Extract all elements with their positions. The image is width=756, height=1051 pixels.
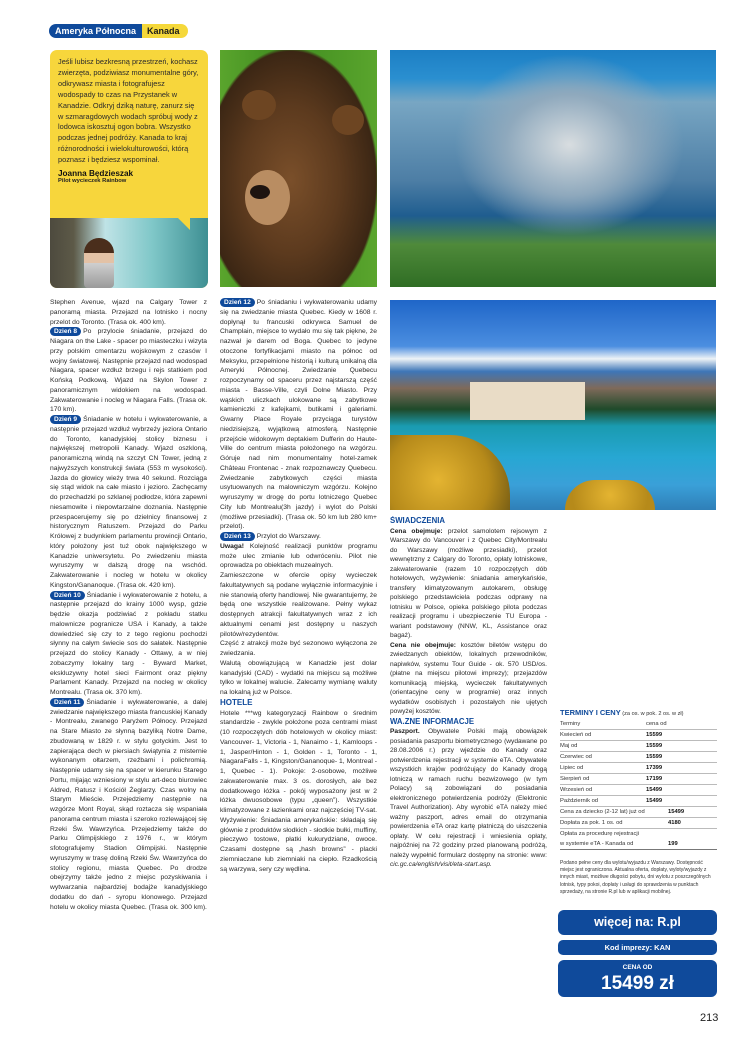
eta-link[interactable]: cic.gc.ca/english/visit/eta-start.asp. [390, 861, 492, 868]
price-value: 17399 [646, 765, 663, 771]
price-value: 15599 [646, 743, 663, 749]
price-term: Wrzesień od [560, 787, 593, 793]
quote-text: Jeśli lubisz bezkresną przestrzeń, kochasz zwierzęta, podziwiasz monumentalne góry, odkrywasz miasta i fotografujesz wodospady to czas na Przystanek w Kanadzie. Odkryj dziką naturę, zanurz się w szmaragdowych wodach spróbuj wody z lodowca iskosztuj ogon bobra. Wszystko podczas jednej podróży. Kanada to kraj różnorodności i wielokulturowości, którą poznasz i będziesz wspominał. [58, 57, 199, 165]
day-badge: Dzień 8 [50, 327, 81, 336]
services-column [390, 516, 547, 1038]
price-term: Sierpień od [560, 776, 590, 782]
day-entry [220, 532, 377, 542]
price-term: Październik od [560, 798, 599, 804]
price-value: 15599 [646, 732, 663, 738]
page-number: 213 [700, 1012, 719, 1024]
includes-text: przelot samolotem rejsowym z Warszawy do Vancouver i z Quebec City/Montrealu do Warszawy (możliwe przesiadki), przelot wewnętrzny z Calgary do Toronto, opłaty lotniskowe, zakwaterowanie (razem 10 rozpoczętych dób hotelowych, wyżywienie: śniadania amerykańskie, transfery klimatyzowanym autokarem, obsługę polskiego przedstawiciela podczas odprawy na lotnisku w Polsce, opieka polskiego pilota podczas realizacji programu i ubezpieczenie TU Europa - wariant podstawowy (NNW, KL, Assistance oraz bagaż). [390, 527, 547, 639]
price-badge-label: CENA OD [622, 964, 653, 971]
itinerary-column-1 [50, 298, 207, 1038]
price-badge [558, 960, 717, 997]
day-text: Śniadanie i wykwaterowanie, a dalej zwiedzanie największego miasta francuskiej Kanady - Montrealu, zwanego Paryżem Północy. Przejazd na Stare Miasto ze słynną bazyliką Notre Dame, zbudowaną w 1829 r. w stylu gotyckim. Jest to zapierająca dech w piersiach świątynia z misternie wykonanym ołtarzem, rzeźbami i polichromią. Następnie udamy się na spacer w kierunku Starego Portu, mijając wzniesiony w stylu art-deco biurowiec Aldred, Ratusz i Kościół Żeglarzy. Czas wolny na Starym Mieście. Przejedziemy następnie na wzgórze Mont Royal, skąd roztacza się wspaniała panorama centrum miasta i szeroko rozlewającej się Rzeki Św. Wawrzyńca. Przejedziemy także do Parku Olimpijskiego z 1976 r., w którym sfotografujemy Stadion Olimpijski. Następnie wyruszymy w trasę doliną Rzeki Św. Wawrzyńca do stolicy regionu, miasta Quebec. Po drodze obejrzymy także jedno z miejsc pozyskiwania i wytwarzania najbardziej bodajże kanadyjskiego dodatku do dań - syropu klonowego. Przejazd hotelu w okolicy miasta Quebec. (Trasa ok. 300 km). [50, 698, 207, 911]
price-row [560, 763, 717, 774]
day-entry [50, 415, 207, 591]
includes-label: Cena obejmuje: [390, 527, 443, 535]
price-includes [390, 527, 547, 641]
price-table-header [560, 719, 717, 730]
excludes-label: Cena nie obejmuje: [390, 641, 456, 649]
bear-nose [250, 185, 270, 199]
bear-photo [220, 50, 377, 287]
passport-label: Paszport. [390, 728, 420, 735]
day-badge: Dzień 11 [50, 698, 84, 707]
day-entry [50, 327, 207, 415]
price-row [560, 730, 717, 741]
itinerary-column-2 [220, 298, 377, 1038]
price-note: Podano pełne ceny dla wylotu/wyjazdu z Warszawy. Dostępność miejsc jest ograniczona. Aktualna oferta, dopłaty, wyloty/wyjazdy z innych miast, możliwe długości pobytu, dni wylotu z poszczególnych lotnisk, typy pokoi, dopłaty i usługi do sprawdzenia w punktach sprzedaży, na stronie R.pl lub w aplikacji mobilnej. [560, 860, 711, 895]
price-table [560, 708, 717, 850]
day-text: Śniadanie w hotelu i wykwaterowanie, a następnie przejazd wzdłuż wybrzeży jeziora Ontario do Toronto, kanadyjskiej stolicy biznesu i największej metropolii Kanady. Wjazd oszkloną, panoramiczną windą na szczyt CN Tower, jedną z najwyższych konstrukcji świata (553 m wysokości). Jazda do głowicy wieży trwa 40 sekund. Rozciąga się stąd widok na całe miasto i jezioro. Zachęcamy do przechadzki po szklanej podłodze, która zapewni niesamowite i niepowtarzalne doznania. Następnie przespacerujemy się po dzielnicy finansowej z historycznym Ratuszem. Przejazd do Parku Królowej z budynkiem parlamentu prowincji Ontario, który położony jest tuż obok największego w Kanadzie uniwersytetu. Po zwiedzeniu miasta wyruszymy w dalszą drogę na wschód. Zakwaterowanie i nocleg w hotelu w okolicy Kingston/Gananoque. (Trasa ok. 420 km). [50, 416, 207, 589]
price-value: 15499 [646, 787, 663, 793]
price-table-title [560, 708, 717, 717]
notice-label: Uwaga! [220, 542, 245, 550]
foreground-bush [565, 480, 655, 510]
breadcrumb-country[interactable]: Kanada [142, 24, 188, 38]
lake-louise-chateau-photo [390, 300, 716, 510]
currency-note: Walutą obowiązującą w Kanadzie jest dolar kanadyjski (CAD) - wydatki na miejscu są możliwe tylko w lokalnej walucie. Zalecamy wymianę waluty na lokalną już w Polsce. [220, 659, 377, 696]
price-row [560, 785, 717, 796]
price-term: Maj od [560, 743, 578, 749]
pilot-figure [84, 238, 114, 288]
col-term: Terminy [560, 721, 581, 727]
price-row [560, 774, 717, 785]
passport-text: Obywatele Polski mają obowiązek posiadania paszportu biometrycznego (wydawane po 28.08.2006 r.) przy wjeździe do Kanady oraz potwierdzenia rejestracji w systemie eTA. Obywatele wszystkich krajów podróżujący do Kanady drogą lotniczą w ramach ruchu bezwizowego (w tym Polacy) są zobowiązani do posiadania elektronicznego potwierdzenia podróży (Elektronic Travel Authorization). Aby wyrobić eTA należy mieć ważny paszport, adres email do otrzymania powierdzenia eTA oraz kartę płatniczą do uiszczenia opłaty. W celu rejestracji i wniesienia opłaty, najpóźniej na 72 godziny przed planowaną podróżą, należy wypełnić formularz dostępny na stronie: www: [390, 728, 547, 859]
price-row [560, 796, 717, 807]
eta-fee-label-1: Opłata za procedurę rejestracji [560, 831, 639, 837]
price-value: 15499 [646, 798, 663, 804]
single-supplement-row [560, 818, 717, 829]
optional-trips: Zamieszczone w ofercie opisy wycieczek fakultatywnych są podane wyłącznie informacyjnie i nie stanowią oferty handlowej. Nie gwarantujemy, że będą one wszystkie realizowane. Pełny wykaz dostępnych atrakcji fakultatywnych wraz z ich aktualnymi cenami jest dostępny u naszych pilotów/rezydentów. [220, 572, 377, 638]
single-supplement-label: Dopłata za pok. 1 os. od [560, 820, 623, 826]
pilot-portrait-photo [50, 218, 208, 288]
speech-notch [178, 218, 190, 230]
price-row [560, 741, 717, 752]
eta-fee-label-2: w systemie eTA - Kanada od [560, 841, 634, 847]
day-text: Śniadanie i wykwaterowanie z hotelu, a następnie przejazd do krainy 1000 wysp, gdzie będzie okazja podziwiać z pokładu statku malownicze pogranicze USA i Kanady, a także dowiedzieć się czy to z tego regionu pochodzi słynny na całym świecie sos do sałatek. Następnie przejazd do stolicy Kanady - Ottawy, a w niej zobaczymy lokalny targ - Byward Market, ekskluzywny hotel sieci Fairmont oraz piękny Parlament Kanady. Przejazd na nocleg w okolicy Montrealu. (Trasa ok. 370 km). [50, 591, 207, 696]
hotels-text: Hotele ***wg kategoryzacji Rainbow o średnim standardzie - zwykle położone poza centrami miast (10 rozpoczętych dób hotelowych w okolicy miast: Vancouver- 1, Victoria - 1, Nanaimo - 1, Kamloops - 1, Jasper/Hinton - 1, Golden - 1, Toronto - 1, NiagaraFalls - 1, Kingston/Gananoque- 1, Montreal - 1, Quebec - 1). Pokoje: 2-osobowe, możliwe zakwaterowanie max. 3 os. dorosłych, ale bez dodatkowego łóżka - pokój wyposażony jest w 2 łóżka dwuosobowe (typu „queen”). Wszystkie klimatyzowane z łazienkami oraz najczęściej TV-sat. Wyżywienie: Śniadania amerykańskie: składają się głównie z produktów słodkich - słodkie bułki, muffiny, pieczywo tostowe, płatki kukurydziane, owoce. Czasami dostępne są „hash browns” - placki ziemniaczane lub ziemniaki na ciepło. Rzadkością są warzywa, sery czy wędlina. [220, 709, 377, 873]
more-info-link[interactable]: więcej na: R.pl [558, 910, 717, 935]
child-price-row [560, 807, 717, 818]
notice [220, 542, 377, 571]
chateau-building [470, 382, 585, 420]
bear-snout [245, 170, 290, 225]
pilot-quote-box [50, 50, 208, 288]
bear-ear [332, 105, 364, 135]
price-term: Kwiecień od [560, 732, 592, 738]
breadcrumb [49, 24, 188, 38]
quote-author: Joanna Będzieszak [58, 169, 134, 179]
quote-role: Pilot wycieczek Rainbow [58, 178, 127, 185]
child-price-value: 15499 [668, 809, 685, 815]
eta-fee-row [560, 829, 717, 850]
day-text: Po śniadaniu i wykwaterowaniu udamy się na zwiedzanie miasta Quebec. Kiedy w 1608 r. dopłynął tu francuski odkrywca Samuel de Champlain, miejsce to wydało mu się tak piękne, że nazwał je darem od Boga. Quebec to jedyne otoczone fortyfikacjami miasto na północ od Meksyku, przepełnione historią i kulturą unikalną dla Ameryki Północnej. Zwiedzanie Quebecu rozpoczynamy od spaceru przez najstarszą część miasta - Basse-Ville, czyli Dolne Miasto. Przy wąskich uliczkach ulokowane są zabytkowe kamieniczki z kafejkami, butikami i galeriami. Gwarny Place Royale przyciąga turystów niedzisiejszą, wyjątkową atmosferą. Następnie przejście widokowym deptakiem Dufferin do Haute-Ville do centrum miasta położonego na wzgórzu. Góruje nad nim monumentalny hotel-zamek Château Frontenac - znak rozpoznawczy Quebecu. Zwiedzanie zabytkowych części miasta usytuowanych na malowniczym wzgórzu. Kolejno wyruszymy w drogę do portu lotniczego Quebec City lub Montrealu(3h jazdy) i wylot do Polski (możliwe przesiadki). (Trasa ok. 50 km lub 280 km+ przelot). [220, 299, 377, 531]
price-value: 15599 [646, 754, 663, 760]
info-heading: WA.ZNE INFORMACJE [390, 716, 475, 726]
price-value: 17199 [646, 776, 663, 782]
col-price: cena od [646, 721, 667, 727]
vancouver-aerial-photo [390, 50, 716, 287]
foreground-bush [390, 435, 510, 510]
breadcrumb-region[interactable]: Ameryka Północna [49, 24, 142, 38]
itinerary-intro: Stephen Avenue, wjazd na Calgary Tower z panoramą miasta. Przejazd na lotnisko i nocny przelot do Toronto. (Trasa ok. 400 km). [50, 299, 207, 326]
price-term: Czerwiec od [560, 754, 592, 760]
day-entry [50, 591, 207, 698]
day-badge: Dzień 12 [220, 298, 255, 307]
day-text: Po przylocie śniadanie, przejazd do Niagara on the Lake - spacer po miasteczku i wizyta przy polskim cmentarzu wojskowym z czasów I wojny światowej. Następnie przejazd nad wodospad Niagara, spacer wzdłuż brzegu i rejs statkiem pod Końską Podkową. Wjazd na Skylon Tower z panoramicznym widokiem na wodospad. Zakwaterowanie i nocleg w Niagara Falls. (Trasa ok. 170 km). [50, 328, 207, 414]
price-excludes [390, 641, 547, 717]
tour-code-badge: Kod imprezy: KAN [558, 940, 717, 955]
day-entry [220, 298, 377, 532]
seasonal-note: Część z atrakcji może być sezonowo wyłączona ze zwiedzania. [220, 640, 377, 657]
passport-info [390, 727, 547, 870]
day-badge: Dzień 9 [50, 415, 81, 424]
day-badge: Dzień 10 [50, 591, 85, 600]
bear-ear [242, 90, 276, 120]
price-term: Lipiec od [560, 765, 584, 771]
single-supplement-value: 4180 [668, 820, 681, 826]
day-entry [50, 698, 207, 913]
price-row [560, 752, 717, 763]
price-heading: TERMINY I CENY [560, 708, 621, 717]
day-text: Przylot do Warszawy. [256, 533, 321, 540]
price-badge-value: 15499 zł [601, 973, 674, 994]
excludes-text: kosztów biletów wstępu do zwiedzanych obiektów, lokalnych przewodników, napiwków, systemu Tour Guide - ok. 570 USD/os. (płatne na miejscu pilotowi imprezy); przejazdów komunikacją miejską, wycieczek fakultatywnych (orientacyjne ceny w programie) oraz innych wydatków osobistych i pozostałych nie ujętych powyżej kosztów. [390, 641, 547, 715]
hotels-heading: HOTELE [220, 697, 253, 707]
eta-fee-value: 199 [668, 841, 678, 847]
child-price-label: Cena za dziecko (2-12 lat) już od [560, 809, 645, 815]
services-heading: ŚWIADCZENIA [390, 516, 446, 525]
notice-text: Kolejność realizacji punktów programu może ulec zmianie lub odwróceniu. Pilot nie oprowadza po obiektach muzealnych. [220, 542, 377, 570]
day-badge: Dzień 13 [220, 532, 255, 541]
price-subheading: (za os. w pok. 2 os. w zł) [622, 711, 684, 717]
